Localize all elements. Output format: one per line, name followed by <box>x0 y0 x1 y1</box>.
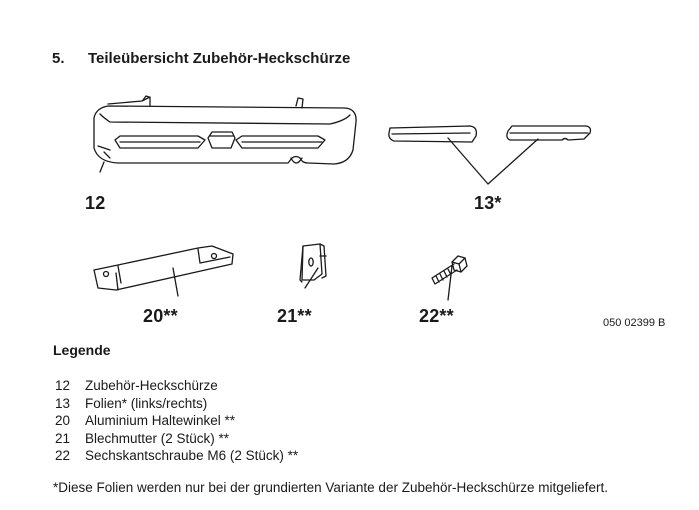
legend-item <box>55 377 298 395</box>
legend-item-code: 22 <box>55 448 71 464</box>
legend-item-text: Sechskantschraube M6 (2 Stück) ** <box>85 448 299 464</box>
legend-item-code: 12 <box>55 378 71 393</box>
legend-item-text: Aluminium Haltewinkel ** <box>85 413 236 429</box>
legend-item-code: 13 <box>55 395 71 411</box>
legend-item <box>55 395 298 413</box>
sheet-nut-drawing <box>300 244 326 288</box>
legend-list <box>55 377 298 465</box>
section-number: 5. <box>52 50 65 67</box>
rear-apron-drawing <box>94 96 356 172</box>
legend-heading: Legende <box>53 342 111 358</box>
legend-item-text: Blechmutter (2 Stück) ** <box>85 430 230 446</box>
legend-item-code: 20 <box>55 413 71 429</box>
foils-drawing <box>389 126 591 184</box>
legend-item-text: Folien* (links/rechts) <box>85 395 208 411</box>
legend-item <box>55 447 298 465</box>
legend-item <box>55 412 298 430</box>
legend-item-text: Zubehör-Heckschürze <box>85 378 218 393</box>
hex-screw-drawing <box>432 256 467 300</box>
callout-bracket: 20** <box>143 306 178 326</box>
legend-item <box>55 430 298 448</box>
footnote: *Diese Folien werden nur bei der grundierten Variante der Zubehör-Heckschürze mitgeliefert. <box>53 480 609 495</box>
callout-bumper: 12 <box>85 193 106 213</box>
legend-item-code: 21 <box>55 430 71 446</box>
bracket-drawing <box>94 246 233 296</box>
callout-foils: 13* <box>474 193 502 213</box>
drawing-number: 050 02399 B <box>603 317 666 329</box>
section-title: Teileübersicht Zubehör-Heckschürze <box>88 50 351 67</box>
callout-sheet-nut: 21** <box>277 306 312 326</box>
callout-screw: 22** <box>419 306 454 326</box>
